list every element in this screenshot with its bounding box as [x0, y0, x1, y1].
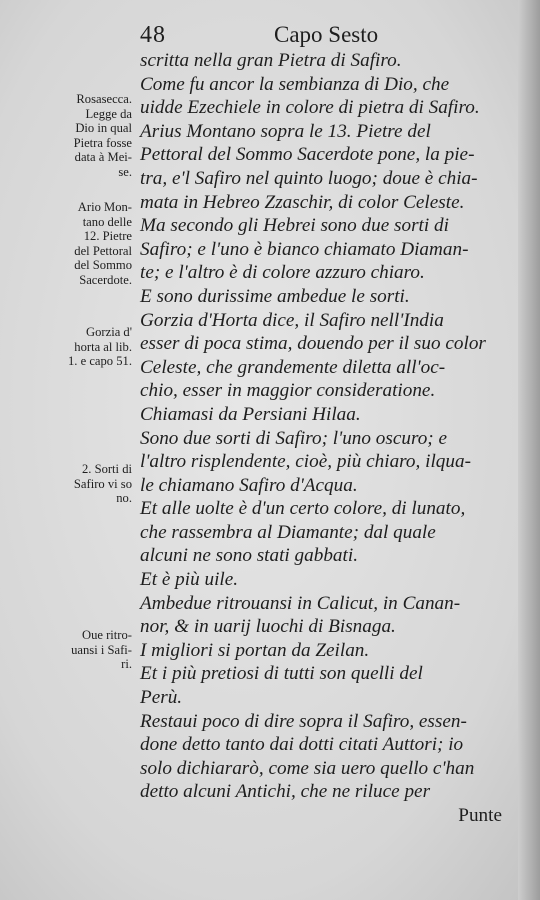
margin-note	[44, 92, 132, 180]
text-line: te; e l'altro è di colore azzuro chiaro.	[140, 262, 425, 284]
text-line: mata in Hebreo Zzaschir, di color Celeste.	[140, 191, 465, 213]
text-line: Et alle uolte è d'un certo colore, di lunato,	[140, 498, 466, 520]
margin-note-line: Rosasecca.	[76, 92, 132, 106]
text-line: nor, & in uarij luochi di Bisnaga.	[140, 616, 396, 638]
margin-note	[44, 200, 132, 288]
text-line: Restaui poco di dire sopra il Safiro, essen-	[140, 710, 467, 732]
margin-note-line: horta al lib.	[74, 339, 132, 354]
margin-note-line: Sacerdote.	[79, 272, 132, 287]
margin-note-line: Pietra fosse	[73, 135, 132, 150]
margin-note-line: 2. Sorti di	[81, 462, 132, 476]
margin-note-line: data à Mei-	[74, 150, 132, 165]
main-text-block	[140, 49, 522, 828]
margin-note	[44, 462, 132, 506]
margin-note-line: se.	[118, 164, 132, 179]
margin-note-line: 12. Pietre	[83, 229, 132, 244]
margin-note-line: Safiro vi so	[73, 476, 132, 491]
text-line: solo dichiararò, come sia uero quello c'han	[140, 757, 475, 779]
text-line: Ambedue ritrouansi in Calicut, in Canan-	[140, 592, 461, 614]
text-line: esser di poca stima, douendo per il suo color	[140, 333, 486, 355]
text-line: Chiamasi da Persiani Hilaa.	[140, 403, 361, 425]
margin-note-line: uansi i Safi-	[71, 642, 132, 657]
text-line: scritta nella gran Pietra di Safiro.	[140, 50, 402, 71]
text-line: E sono durissime ambedue le sorti.	[140, 285, 410, 307]
margin-note-line: 1. e capo 51.	[68, 354, 132, 369]
text-line: tra, e'l Safiro nel quinto luogo; doue è chia-	[140, 167, 478, 189]
margin-note	[44, 325, 132, 369]
margin-note-line: Oue ritro-	[81, 628, 132, 642]
text-line: Ma secondo gli Hebrei sono due sorti di	[140, 215, 449, 237]
running-head: Capo Sesto	[274, 22, 379, 47]
margin-note-line: Dio in qual	[75, 121, 132, 136]
text-line: I migliori si portan da Zeilan.	[140, 639, 370, 661]
margin-note-line: Gorzia d'	[86, 325, 132, 339]
text-line: chio, esser in maggior consideratione.	[140, 380, 436, 402]
text-line: Gorzia d'Horta dice, il Safiro nell'India	[140, 309, 444, 331]
margin-note-line: Ario Mon-	[77, 200, 132, 214]
margin-note-line: ri.	[121, 657, 132, 672]
text-line: che rassembra al Diamante; dal quale	[140, 521, 436, 543]
text-line: l'altro risplendente, cioè, più chiaro, ilqua-	[140, 451, 471, 473]
page-number: 48	[140, 22, 166, 48]
text-line: alcuni ne sono stati gabbati.	[140, 545, 358, 567]
text-line: Sono due sorti di Safiro; l'uno oscuro; e	[140, 427, 447, 449]
margin-note-line: Legge da	[85, 106, 132, 121]
text-line: Pettoral del Sommo Sacerdote pone, la pie-	[140, 144, 475, 166]
text-line: Safiro; e l'uno è bianco chiamato Diaman-	[140, 238, 469, 260]
text-line: Perù.	[140, 687, 183, 709]
margin-note-line: del Pettoral	[74, 243, 132, 258]
text-line: Celeste, che grandemente diletta all'oc-	[140, 356, 446, 378]
margin-note-line: no.	[116, 491, 132, 506]
text-line: Et i più pretiosi di tutti son quelli del	[140, 663, 423, 685]
text-line: Arius Montano sopra le 13. Pietre del	[140, 120, 431, 142]
page-header	[0, 22, 540, 52]
text-line: done detto tanto dai dotti citati Auttori; io	[140, 734, 464, 756]
text-line: Come fu ancor la sembianza di Dio, che	[140, 73, 450, 95]
margin-note-line: tano delle	[82, 214, 132, 229]
catchword: Punte	[458, 805, 502, 826]
text-line: Et è più uile.	[140, 569, 239, 591]
text-line: le chiamano Safiro d'Acqua.	[140, 474, 358, 496]
text-line: uidde Ezechiele in colore di pietra di Safiro.	[140, 97, 480, 119]
margin-note-line: del Sommo	[74, 258, 132, 273]
text-line: detto alcuni Antichi, che ne riluce per	[140, 781, 431, 803]
margin-note	[44, 628, 132, 672]
